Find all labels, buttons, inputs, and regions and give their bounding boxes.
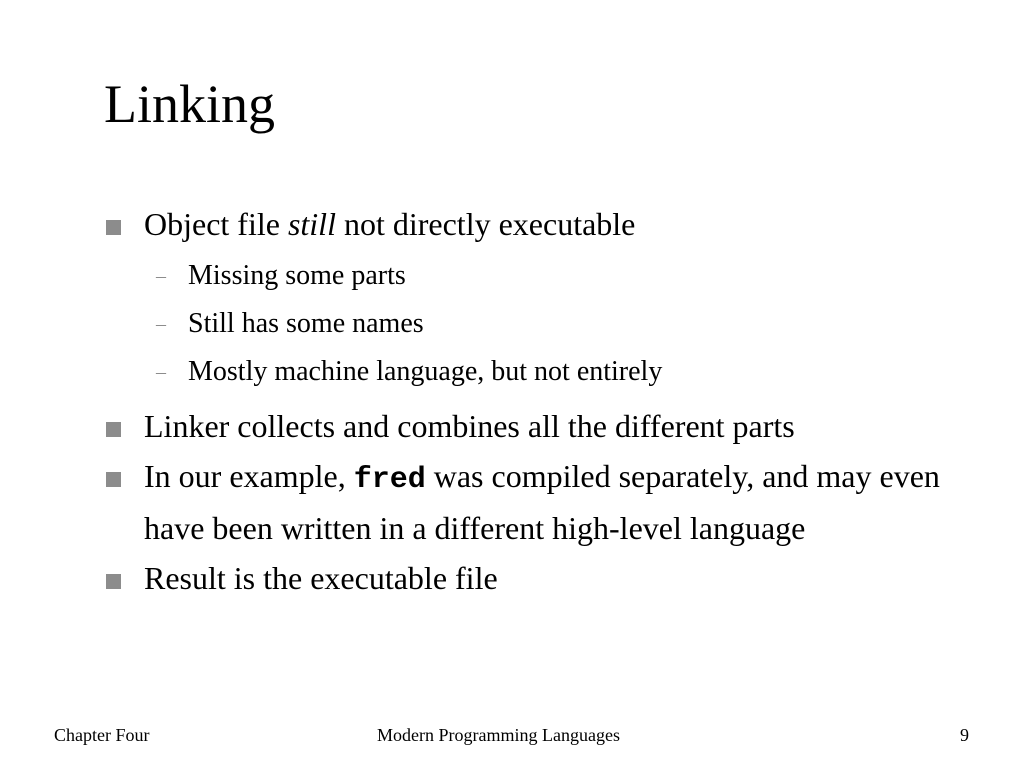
sub-bullet-item bbox=[144, 300, 986, 348]
footer-chapter: Chapter Four bbox=[54, 725, 150, 745]
bullet-text: Linker collects and combines all the different parts bbox=[144, 408, 795, 444]
code-identifier: fred bbox=[353, 463, 426, 497]
footer-course-title: Modern Programming Languages bbox=[377, 725, 620, 745]
square-bullet-icon bbox=[106, 422, 121, 437]
en-dash-icon: – bbox=[156, 313, 166, 335]
sub-bullet-text: Still has some names bbox=[188, 308, 424, 339]
sub-bullet-text: Missing some parts bbox=[188, 260, 406, 291]
bullet-text: Object file still not directly executable bbox=[144, 206, 636, 242]
bullet-text: Result is the executable file bbox=[144, 560, 498, 596]
footer-page-number: 9 bbox=[960, 725, 969, 745]
sub-bullet-item bbox=[144, 348, 986, 396]
bullet-item-result bbox=[106, 554, 986, 602]
bullet-list bbox=[106, 200, 986, 602]
sub-bullet-item bbox=[144, 252, 986, 300]
square-bullet-icon bbox=[106, 220, 121, 235]
square-bullet-icon bbox=[106, 574, 121, 589]
bullet-item-linker bbox=[106, 402, 986, 450]
bullet-text: In our example, fred was compiled separately, and may even have been written in a different high-level language bbox=[144, 458, 940, 546]
en-dash-icon: – bbox=[156, 265, 166, 287]
sub-bullet-list bbox=[144, 252, 986, 396]
bullet-item-example bbox=[106, 452, 986, 552]
en-dash-icon: – bbox=[156, 361, 166, 383]
slide-title: Linking bbox=[104, 74, 275, 134]
bullet-item-object-file bbox=[106, 200, 986, 396]
sub-bullet-text: Mostly machine language, but not entirely bbox=[188, 356, 663, 387]
square-bullet-icon bbox=[106, 472, 121, 487]
